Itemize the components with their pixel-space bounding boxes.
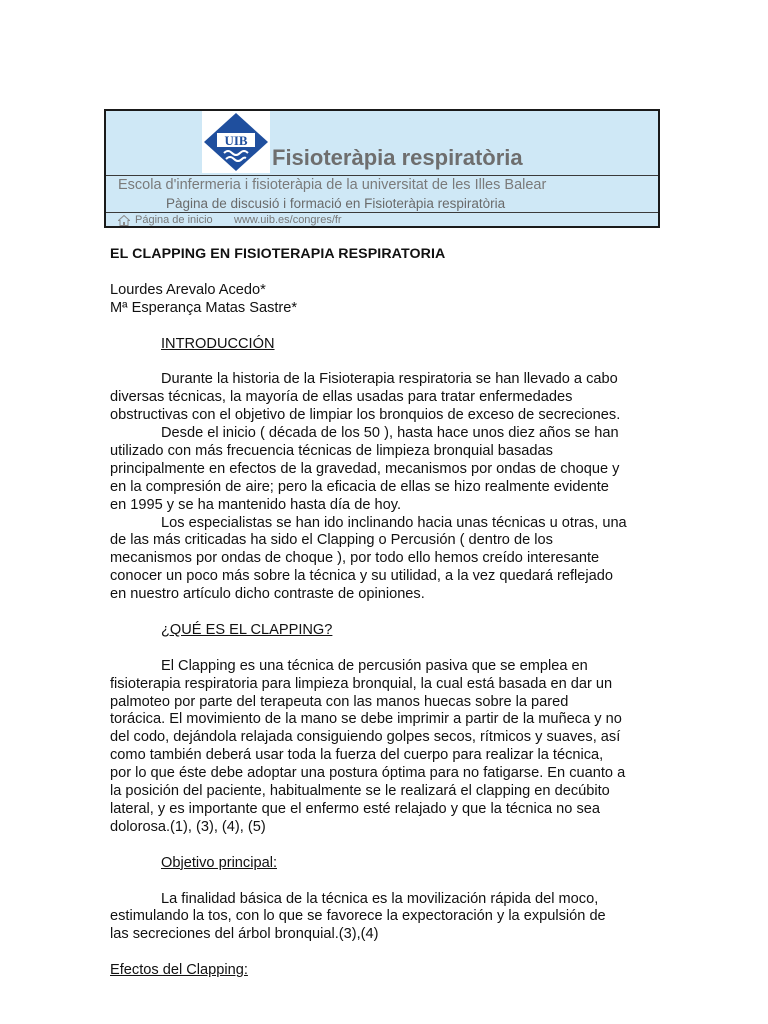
text-line: dolorosa.(1), (3), (4), (5) — [110, 818, 266, 835]
uib-logo-icon — [202, 111, 270, 173]
text-line: Los especialistas se han ido inclinando hacia unas técnicas u otras, una — [161, 514, 627, 531]
banner-subtitle-page-text: Pàgina de discusió i formació en Fisioteràpia respiratòria — [166, 196, 506, 211]
section-heading-objetivo: Objetivo principal: — [161, 854, 277, 871]
text-line: diversas técnicas, la mayoría de ellas usadas para tratar enfermedades — [110, 389, 573, 406]
text-line: estimulando la tos, con lo que se favorece la expectoración y la expulsión de — [110, 908, 606, 925]
text-line: fisioterapia respiratoria para limpieza bronquial, la cual está basada en dar un — [110, 675, 613, 692]
article-body — [110, 246, 670, 980]
banner-subtitle-page — [106, 195, 658, 212]
text-line: Desde el inicio ( década de los 50 ), hasta hace unos diez años se han — [161, 425, 619, 442]
text-line: palmoteo por parte del terapeuta con las manos huecas sobre la pared — [110, 693, 569, 710]
intro-paragraph — [110, 371, 670, 425]
objective-paragraph — [110, 891, 670, 945]
text-line: lateral, y es importante que el enfermo esté relajado y que la técnica no sea — [110, 801, 600, 818]
text-line: conocer un poco más sobre la técnica y su utilidad, a la vez quedará reflejado — [110, 568, 613, 585]
text-line: Durante la historia de la Fisioterapia respiratoria se han llevado a cabo — [161, 371, 618, 388]
banner-nav-bar — [106, 212, 658, 229]
author-line: Mª Esperança Matas Sastre* — [110, 299, 298, 316]
text-line: utilizado con más frecuencia técnicas de limpieza bronquial basadas — [110, 442, 553, 459]
intro-paragraph — [110, 425, 670, 515]
text-line: por lo que éste debe adoptar una postura óptima para no fatigarse. En cuanto a — [110, 765, 626, 782]
text-line: torácica. El movimiento de la mano se debe imprimir a partir de la muñeca y no — [110, 711, 622, 728]
text-line: La finalidad básica de la técnica es la movilización rápida del moco, — [161, 890, 599, 907]
banner-title: Fisioteràpia respiratòria — [272, 145, 523, 170]
text-line: El Clapping es una técnica de percusión pasiva que se emplea en — [161, 657, 588, 674]
banner-subtitle-school-text: Escola d'infermeria i fisioteràpia de la universitat de les Illes Balear — [118, 177, 547, 193]
nav-home-link[interactable]: Página de inicio — [135, 214, 213, 226]
what-paragraph — [110, 658, 670, 837]
text-line: de las más criticadas ha sido el Clapping o Percusión ( dentro de los — [110, 532, 553, 549]
text-line: en la compresión de aire; pero la eficacia de ellas se hizo realmente evidente — [110, 478, 609, 495]
text-line: obstructivas con el objetivo de limpiar los bronquios de exceso de secreciones. — [110, 407, 621, 424]
text-line: principalmente en efectos de la gravedad, mecanismos por ondas de choque y — [110, 460, 620, 477]
text-line: en 1995 y se ha mantenido hasta día de hoy. — [110, 496, 402, 513]
text-line: del codo, dejándola relajada consiguiendo golpes secos, rítmicos y suaves, así — [110, 729, 621, 746]
text-line: en nuestro artículo dicho contraste de opiniones. — [110, 586, 425, 603]
text-line: mecanismos por ondas de choque ), por todo ello hemos creído interesante — [110, 550, 600, 567]
section-heading-efectos: Efectos del Clapping: — [110, 962, 248, 979]
text-line: las secreciones del árbol bronquial.(3),(4) — [110, 926, 379, 943]
home-icon[interactable] — [118, 215, 130, 226]
banner-subtitle-school — [106, 175, 658, 195]
text-line: como también deberá usar toda la fuerza del cuerpo para realizar la técnica, — [110, 747, 604, 764]
logo-text: UIB — [224, 133, 248, 148]
intro-paragraph — [110, 515, 670, 605]
section-heading-que-es: ¿QUÉ ES EL CLAPPING? — [161, 621, 333, 638]
author-line: Lourdes Arevalo Acedo* — [110, 281, 266, 298]
site-banner — [104, 109, 660, 228]
text-line: la posición del paciente, habitualmente se le realizará el clapping en decúbito — [110, 783, 610, 800]
uib-logo[interactable] — [202, 111, 270, 173]
nav-url-link[interactable]: www.uib.es/congres/fr — [234, 214, 342, 226]
section-heading-introduccion: INTRODUCCIÓN — [161, 335, 275, 352]
banner-header — [106, 111, 658, 175]
article-title: EL CLAPPING EN FISIOTERAPIA RESPIRATORIA — [110, 246, 446, 262]
